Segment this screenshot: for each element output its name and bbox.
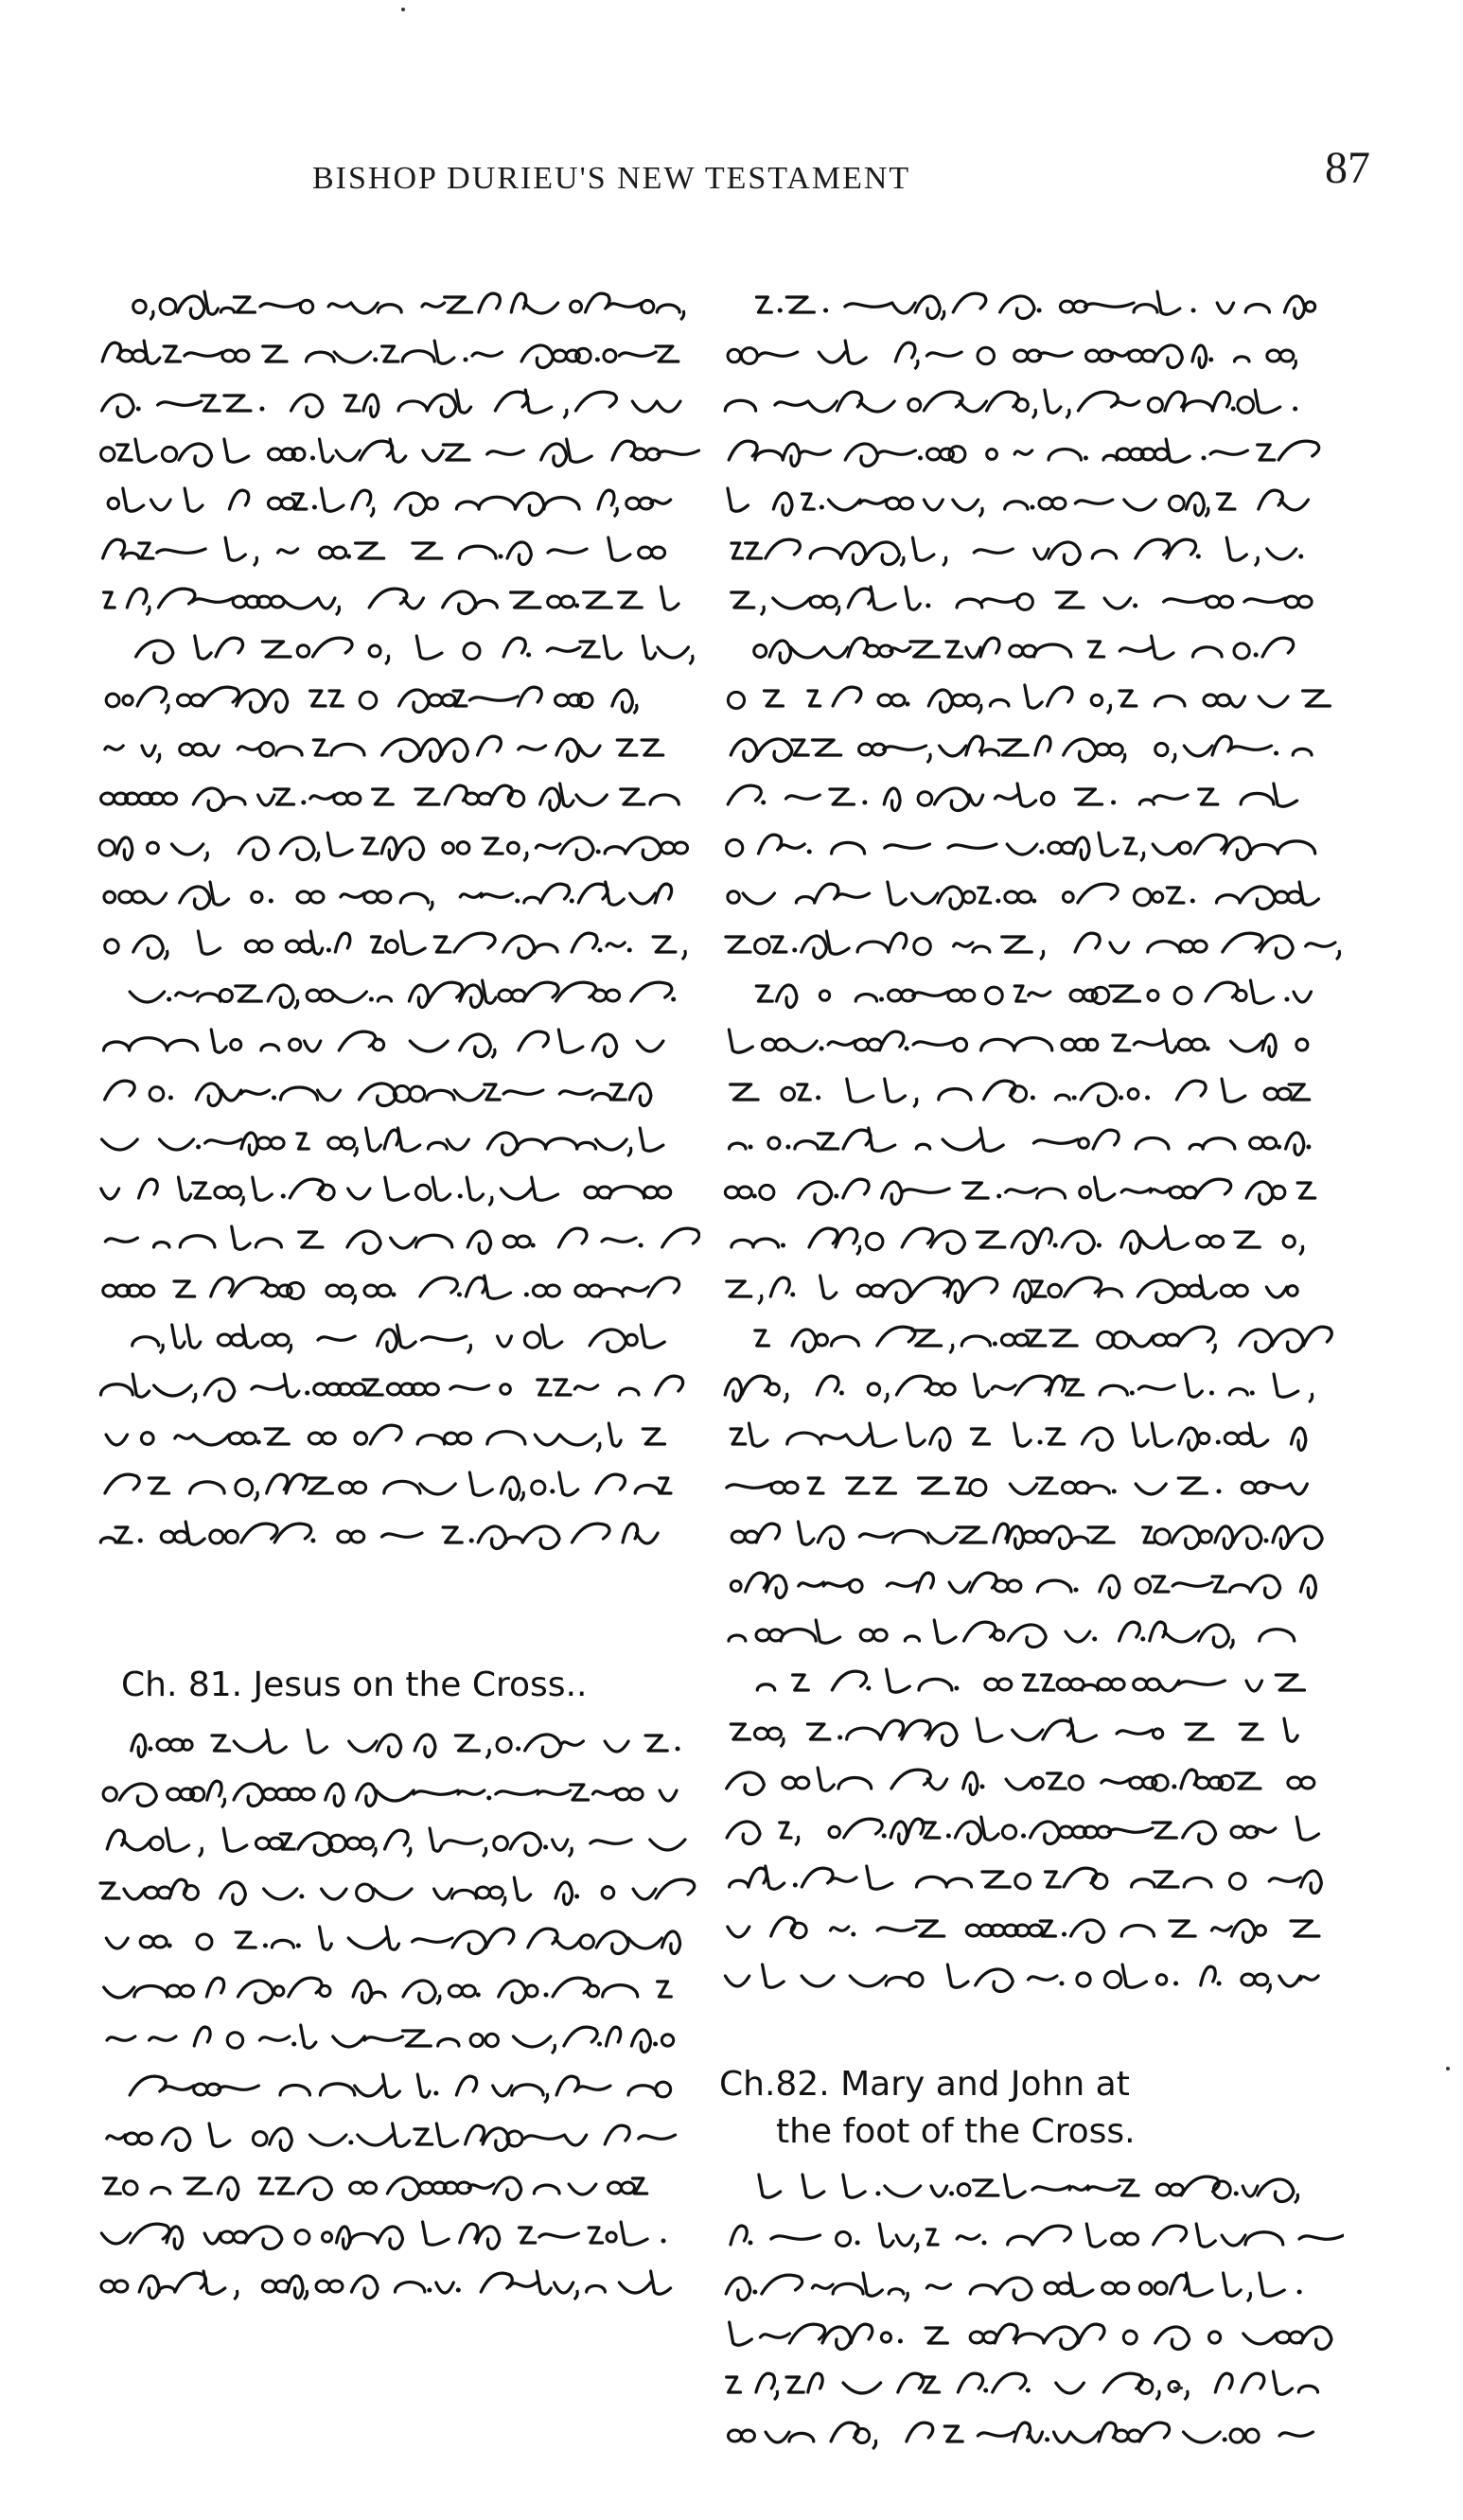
running-title: BISHOP DURIEU'S NEW TESTAMENT [312, 161, 911, 196]
shorthand-text-block-1 [95, 284, 700, 1628]
shorthand-text-block-3 [719, 284, 1344, 2082]
chapter-heading-81: Ch. 81. Jesus on the Cross.. [121, 1665, 588, 1704]
chapter-heading-82-line2: the foot of the Cross. [776, 2112, 1136, 2151]
print-speck [1173, 2387, 1183, 2389]
page-number: 87 [1325, 143, 1370, 193]
chapter-heading-82-line1: Ch.82. Mary and John at [719, 2065, 1130, 2104]
shorthand-text-block-2 [95, 1722, 700, 2328]
print-speck [1446, 2067, 1450, 2071]
shorthand-text-block-4 [719, 2167, 1344, 2479]
print-speck [401, 8, 405, 11]
